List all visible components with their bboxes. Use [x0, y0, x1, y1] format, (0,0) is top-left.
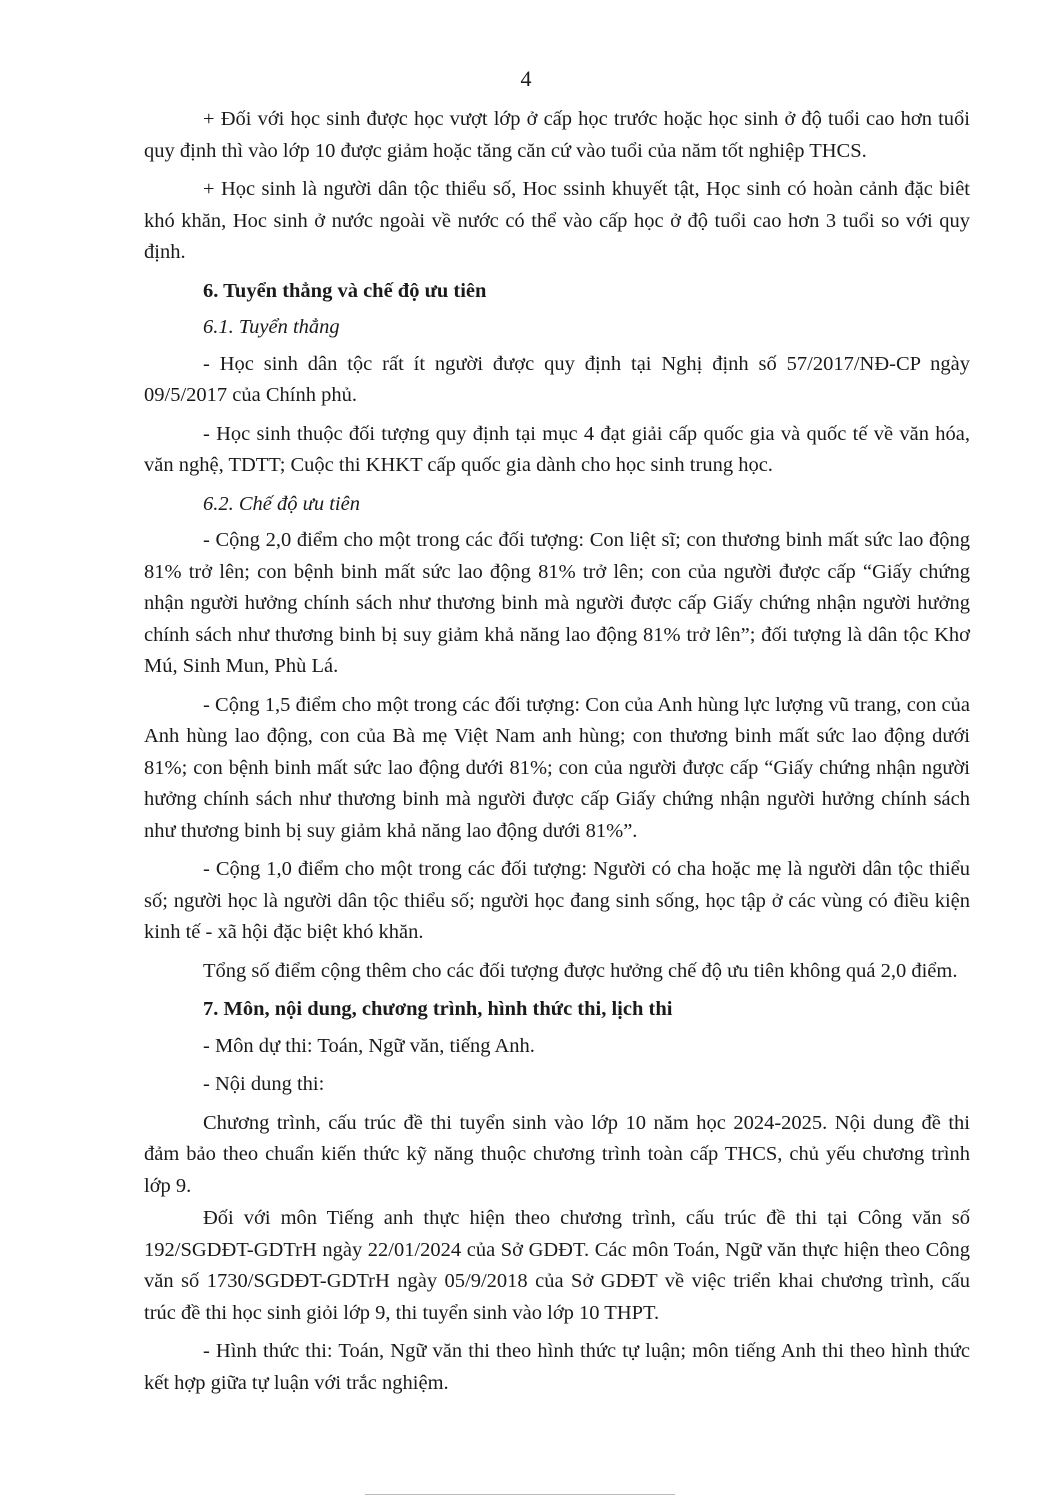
paragraph-english-structure: Đối với môn Tiếng anh thực hiện theo chương trình, cấu trúc đề thi tại Công văn số 192/SGDĐT-GDTrH ngày 22/01/2024 của Sở GDĐT. Các môn Toán, Ngữ văn thực hiện theo Công văn số 1730/SGDĐT-GDTrH ngày 05/9/2018 của Sở GDĐT về việc triển khai chương trình, cấu trúc đề thi học sinh giỏi lớp 9, thi tuyển sinh vào lớp 10 THPT. — [144, 1207, 970, 1324]
paragraph-priority-total: Tổng số điểm cộng thêm cho các đối tượng được hưởng chế độ ưu tiên không quá 2,0 điểm. — [203, 959, 958, 982]
paragraph-exam-format: - Hình thức thi: Toán, Ngữ văn thi theo hình thức tự luận; môn tiếng Anh thi theo hình thức kết hợp giữa tự luận với trắc nghiệm. — [144, 1340, 970, 1394]
paragraph-priority-2-0: - Cộng 2,0 điểm cho một trong các đối tượng: Con liệt sĩ; con thương binh mất sức lao động 81% trở lên; con bệnh binh mất sức lao động 81% trở lên; con của người được cấp “Giấy chứng nhận người hưởng chính sách như thương binh mà người được cấp Giấy chứng nhận người hưởng chính sách như thương binh bị suy giảm khả năng lao động 81% trở lên”; đối tượng là dân tộc Khơ Mú, Sinh Mun, Phù Lá. — [144, 529, 970, 677]
paragraph-age-advanced-students: + Đối với học sinh được học vượt lớp ở cấp học trước hoặc học sinh ở độ tuổi cao hơn tuổi quy định thì vào lớp 10 được giảm hoặc tăng căn cứ vào tuổi của năm tốt nghiệp THCS. — [144, 108, 970, 162]
paragraph-exam-subjects: - Môn dự thi: Toán, Ngữ văn, tiếng Anh. — [203, 1034, 535, 1057]
paragraph-age-exceptions: + Học sinh là người dân tộc thiểu số, Hoc ssinh khuyết tật, Học sinh có hoàn cảnh đặc biêt khó khăn, Hoc sinh ở nước ngoài về nước có thể vào cấp học ở độ tuổi cao hơn 3 tuổi so với quy định. — [144, 178, 970, 263]
paragraph-exam-content-label: - Nội dung thi: — [203, 1073, 325, 1095]
paragraph-priority-1-0: - Cộng 1,0 điểm cho một trong các đối tượng: Người có cha hoặc mẹ là người dân tộc thiểu số; người học là người dân tộc thiểu số; người học đang sinh sống, học tập ở các vùng có điều kiện kinh tế - xã hội đặc biệt khó khăn. — [144, 858, 970, 943]
paragraph-direct-admission-awards: - Học sinh thuộc đối tượng quy định tại mục 4 đạt giải cấp quốc gia và quốc tế về văn hóa, văn nghệ, TDTT; Cuộc thi KHKT cấp quốc gia dành cho học sinh trung học. — [144, 422, 970, 476]
paragraph-direct-admission-ethnic: - Học sinh dân tộc rất ít người được quy định tại Nghị định số 57/2017/NĐ-CP ngày 09/5/2017 của Chính phủ. — [144, 352, 970, 406]
subheading-6-1: 6.1. Tuyển thẳng — [203, 316, 340, 338]
section-heading-7: 7. Môn, nội dung, chương trình, hình thức thi, lịch thi — [203, 998, 673, 1020]
bottom-scan-line — [365, 1494, 675, 1495]
paragraph-exam-program: Chương trình, cấu trúc đề thi tuyển sinh vào lớp 10 năm học 2024-2025. Nội dung đề thi đảm bảo theo chuẩn kiến thức kỹ năng thuộc chương trình toàn cấp THCS, chủ yếu chương trình lớp 9. — [144, 1111, 970, 1197]
page-number: 4 — [520, 66, 532, 91]
subheading-6-2: 6.2. Chế độ ưu tiên — [203, 492, 360, 515]
section-heading-6: 6. Tuyển thẳng và chế độ ưu tiên — [203, 279, 487, 302]
document-body — [144, 104, 970, 1406]
paragraph-priority-1-5: - Cộng 1,5 điểm cho một trong các đối tượng: Con của Anh hùng lực lượng vũ trang, con của Anh hùng lao động, con của Bà mẹ Việt Nam anh hùng; con thương binh mất sức lao động dưới 81%; con bệnh binh mất sức lao động dưới 81%; con của người được cấp “Giấy chứng nhận người hưởng chính sách như thương binh mà người được cấp Giấy chứng nhận người hưởng chính sách như thương binh bị suy giảm khả năng lao động dưới 81%”. — [144, 693, 970, 842]
